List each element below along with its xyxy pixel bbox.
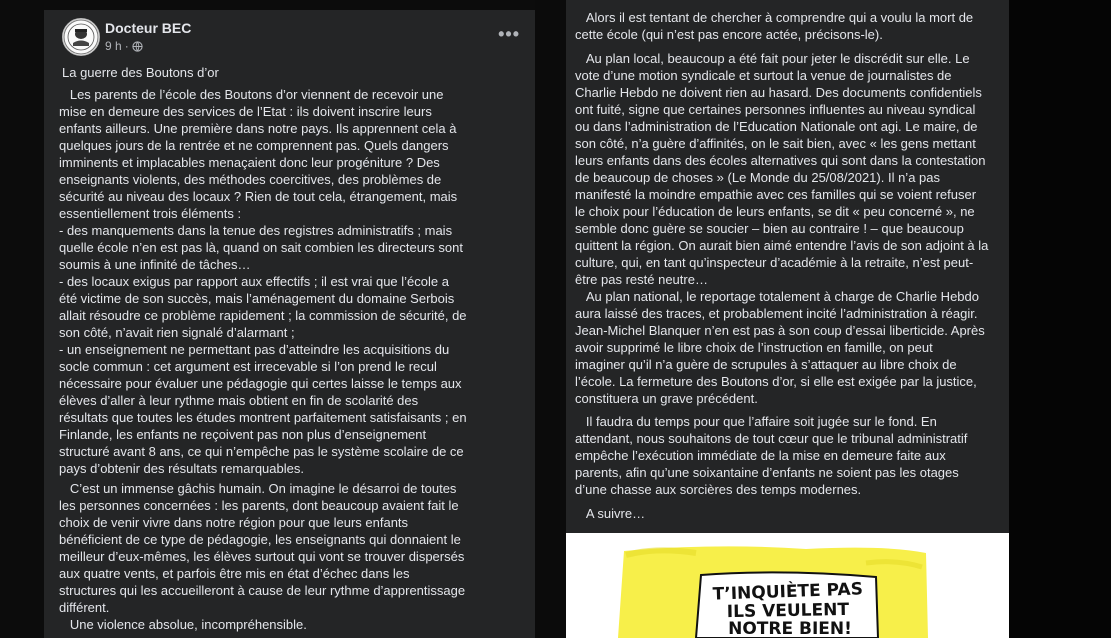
cartoon-text-line: NOTRE BIEN! xyxy=(728,619,852,638)
post-image[interactable] xyxy=(566,533,1009,638)
background-gutter xyxy=(1009,0,1111,638)
more-options-icon[interactable]: ••• xyxy=(498,24,520,44)
cartoon-text-line: ILS VEULENT xyxy=(726,599,850,623)
post-paragraph: Alors il est tentant de chercher à comprendre qui a voulu la mort de cette école (qui n’est pas encore actée, précisons-le). xyxy=(575,10,974,42)
post-paragraph: C’est un immense gâchis humain. On imagine le désarroi de toutes les personnes concernées : les parents, dont beaucoup avaient fait le choix de venir vivre dans notre région pour que leurs enfants bénéficient de ce type de pédagogie, les enseignants qui donnaient le meilleur d’eux-mêmes, les élèves surtout qui vont se trouver dispersés aux quatre vents, et parfois être mis en état d’échec dans les structures qui les accueilleront à cause de leur rythme d’apprentissage différent. Une violence absolue, incompréhensible. xyxy=(59,481,466,632)
meta-separator: · xyxy=(124,39,129,53)
post-paragraph: A suivre… xyxy=(575,506,646,521)
post-title: La guerre des Boutons d’or xyxy=(62,65,219,80)
post-paragraph: Au plan local, beaucoup a été fait pour jeter le discrédit sur elle. Le vote d’une motion syndicale et surtout la venue de journalistes de Charlie Hebdo ne doivent rien au hasard. Des documents confidentiels ont fuité, signe que certaines personnes influentes au niveau syndical ou dans l’administration de l’Education Nationale ont agi. Le maire, de son côté, n’a guère d’affinités, on le sait bien, avec « les gens mettant leurs enfants dans des écoles alternatives qui sont dans la contestation de beaucoup de choses » (Le Monde du 25/08/2021). Il n’a pas manifesté la moindre empathie avec ces familles qui se voient refuser le choix pour l’éducation de leurs enfants, se dit « peu concerné », ne semble donc guère se soucier – bien au contraire ! – que beaucoup quittent la région. On aurait bien aimé entendre l’avis de son adjoint à la culture, qui, en tant qu’inspecteur d’académie à la retraite, n’est peut- être pas resté neutre… Au plan national, le reportage totalement à charge de Charlie Hebdo aura laissé des traces, et probablement incité l’administration à réagir. Jean-Michel Blanquer n’en est pas à son coup d’essai liberticide. Après avoir supprimé le libre choix de l’instruction en famille, on peut imaginer qu’il n’a guère de scrupules à s’attaquer au libre choix de l’école. La fermeture des Boutons d’or, si elle est exigée par la justice, constituera un grave précédent. xyxy=(575,51,989,406)
avatar[interactable] xyxy=(62,18,100,56)
post-paragraph: Il faudra du temps pour que l’affaire soit jugée sur le fond. En attendant, nous souhaitons de tout cœur que le tribunal administratif empêche l’exécution immédiate de la mise en demeure faite aux parents, afin qu’une soixantaine d’enfants ne soient pas les otages d’une chasse aux sorcières des temps modernes. xyxy=(575,414,968,497)
post-paragraph: Les parents de l’école des Boutons d’or viennent de recevoir une mise en demeure des services de l’Etat : ils doivent inscrire leurs enfants ailleurs. Une première dans notre pays. Ils apprennent cela à quelques jours de la rentrée et ne comprennent pas. Quels dangers imminents et implacables menaçaient donc leur progéniture ? Des enseignants violents, des méthodes coercitives, des problèmes de sécurité au niveau des locaux ? Rien de tout cela, étrangement, mais essentiellement trois éléments : - des manquements dans la tenue des registres administratifs ; mais quelle école n’en est pas là, quand on sait combien les directeurs sont soumis à une infinité de tâches… - des locaux exigus par rapport aux effectifs ; il est vrai que l’école a été victime de son succès, mais l’aménagement du domaine Serbois allait résoudre ce problème rapidement ; la commission de sécurité, de son côté, n’avait rien signalé d’alarmant ; - un enseignement ne permettant pas d’atteindre les acquisitions du socle commun : cet argument est irrecevable si l’on prend le recul nécessaire pour évaluer une pédagogie qui certes laisse le temps aux élèves d’aller à leur rythme mais obtient en fin de scolarité des résultats que toutes les études montrent parfaitement satisfaisants ; en Finlande, les enfants ne reçoivent pas non plus d’enseignement structuré avant 8 ans, ce qui n’empêche pas le système scolaire de ce pays d’obtenir des résultats remarquables. xyxy=(59,87,467,476)
background-gap xyxy=(535,0,566,638)
post-header xyxy=(62,18,522,58)
post-meta xyxy=(105,39,143,53)
author-name[interactable]: Docteur BEC xyxy=(105,20,192,36)
post-time[interactable]: 9 h xyxy=(105,39,122,53)
cartoon-drawing xyxy=(566,533,1009,638)
globe-icon xyxy=(132,41,143,52)
post-card-left xyxy=(44,10,535,638)
cartoon-text-line: T’INQUIÈTE PAS xyxy=(712,579,864,605)
